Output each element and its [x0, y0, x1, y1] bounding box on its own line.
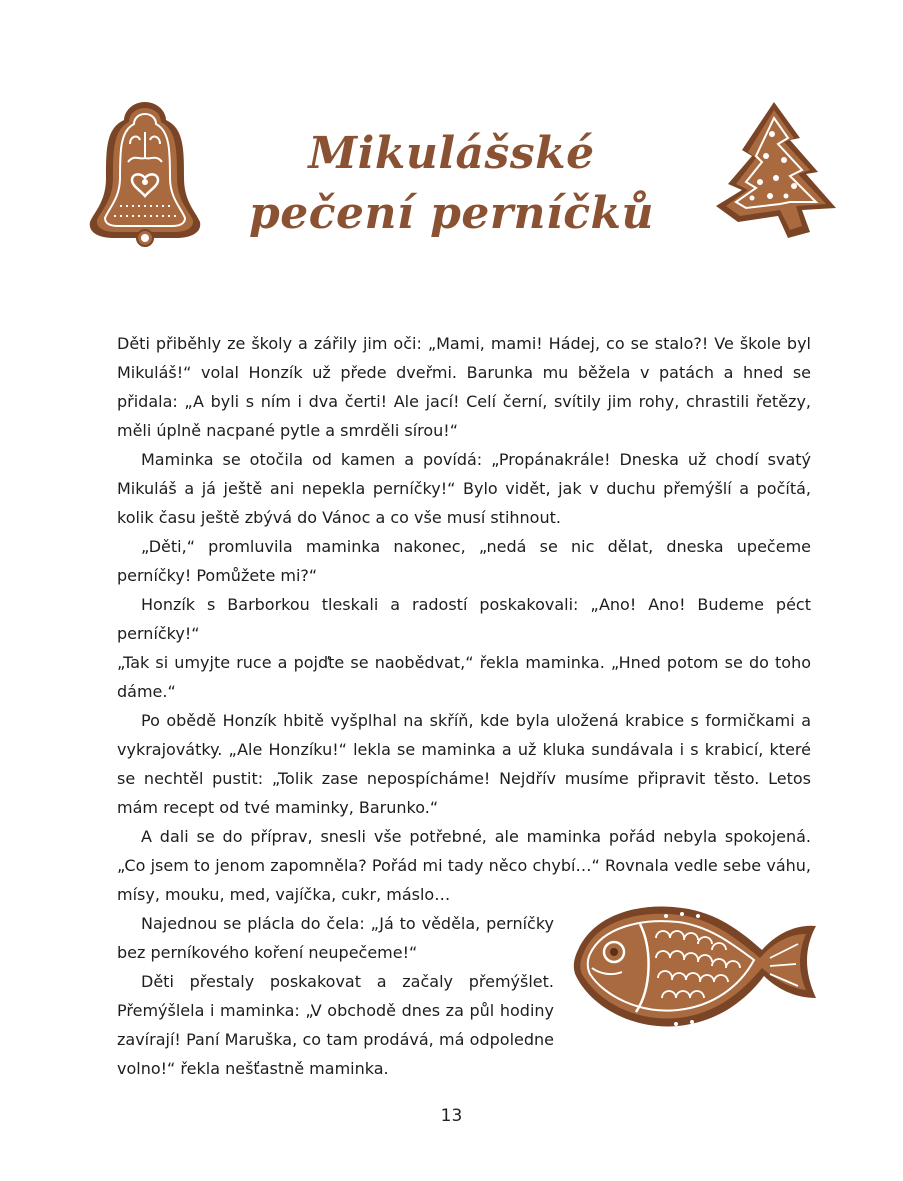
paragraph: Děti přiběhly ze školy a zářily jim oči: „Mami, mami! Hádej, co se stalo?! Ve škole byl Mikuláš!“ volal Honzík už přede dveřmi. Barunka mu běžela v patách a hned se přidala: „A byli s ním i dva čerti! Ale jací! Celí černí, svítily jim rohy, chrastili řetězy, měli úplně nacpané pytle a smrděli sírou!“: [117, 334, 811, 440]
paragraph: Honzík s Barborkou tleskali a radostí poskakovali: „Ano! Ano! Budeme péct perníčky!“: [117, 595, 811, 643]
paragraph: Děti přestaly poskakovat a začaly přemýšlet. Přemýšlela i maminka: „V obchodě dnes za půl hodiny zavírají! Paní Maruška, co tam prodává, má odpoledne volno!“ řekla nešťastně maminka.: [117, 972, 554, 1078]
gingerbread-fish-icon: [570, 888, 822, 1040]
paragraph: Najednou se plácla do čela: „Já to věděla, perníčky bez perníkového koření neupečeme!“: [117, 914, 554, 962]
paragraph: A dali se do příprav, snesli vše potřebné, ale maminka pořád nebyla spokojená. „Co jsem to jenom zapomněla? Pořád mi tady něco chybí…“ Rovnala vedle sebe váhu, mísy, mouku, med, vajíčka, cukr, máslo…: [117, 827, 811, 904]
paragraph: „Děti,“ promluvila maminka nakonec, „nedá se nic dělat, dneska upečeme perníčky! Pomůžete mi?“: [117, 537, 811, 585]
page-number: 13: [440, 1106, 463, 1126]
paragraph: Po obědě Honzík hbitě vyšplhal na skříň, kde byla uložená krabice s formičkami a vykrajovátky. „Ale Honzíku!“ lekla se maminka a už kluka sundávala i s krabicí, které se nechtěl pustit: „Tolik zase nepospícháme! Nejdřív musíme připravit těsto. Letos mám recept od tvé maminky, Barunko.“: [117, 711, 811, 817]
page-title-line-1: Mikulášské: [308, 128, 595, 179]
page-title-line-2: pečení perníčků: [249, 188, 654, 239]
paragraph: Maminka se otočila od kamen a povídá: „Propánakrále! Dneska už chodí svatý Mikuláš a já ještě ani nepekla perníčky!“ Bylo vidět, jak v duchu přemýšlí a počítá, kolik času ještě zbývá do Vánoc a co vše musí stihnout.: [117, 450, 811, 527]
paragraph: „Tak si umyjte ruce a pojďte se naobědvat,“ řekla maminka. „Hned potom se do toho dáme.“: [117, 653, 811, 701]
